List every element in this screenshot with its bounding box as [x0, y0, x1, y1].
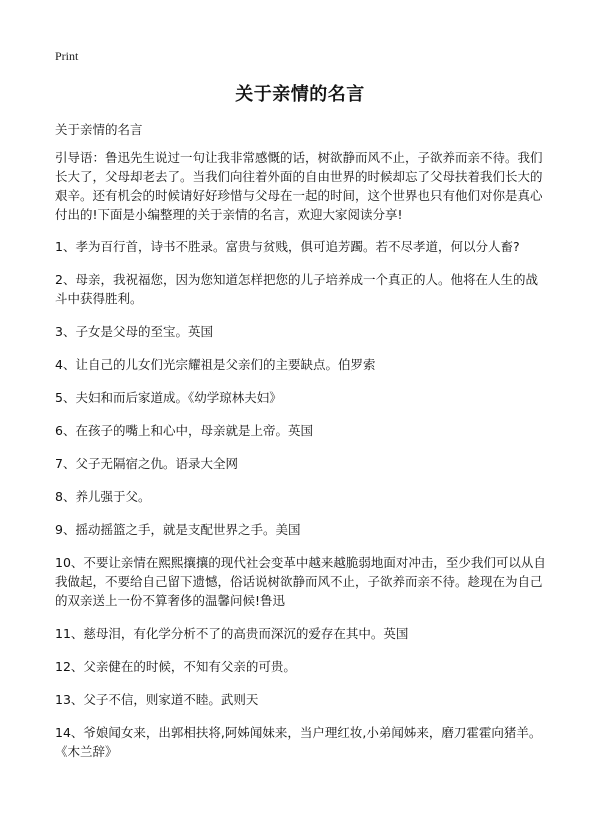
- quote-item: 6、在孩子的嘴上和心中，母亲就是上帝。英国: [55, 423, 313, 438]
- print-label: Print: [55, 49, 79, 63]
- document-body: [55, 148, 550, 775]
- quote-item: 14、爷娘闻女来，出郭相扶将,阿姊闻妹来，当户理红妆,小弟闻姊来，磨刀霍霍向猪羊。《木兰辞》: [55, 725, 542, 759]
- page-title: 关于亲情的名言: [235, 84, 365, 105]
- quote-item: 7、父子无隔宿之仇。语录大全网: [55, 456, 238, 471]
- quote-item: 12、父亲健在的时候，不知有父亲的可贵。: [55, 659, 296, 674]
- quote-item: 2、母亲，我祝福您，因为您知道怎样把您的儿子培养成一个真正的人。他将在人生的战斗中获得胜利。: [55, 272, 538, 306]
- quote-item: 4、让自己的儿女们光宗耀祖是父亲们的主要缺点。伯罗索: [55, 357, 376, 372]
- intro-paragraph: 引导语：鲁迅先生说过一句让我非常感慨的话，树欲静而风不止，子欲养而亲不待。我们长大了，父母却老去了。当我们向往着外面的自由世界的时候却忘了父母扶着我们长大的艰辛。还有机会的时候请好好珍惜与父母在一起的时间，这个世界也只有他们对你是真心付出的!下面是小编整理的关于亲情的名言，欢迎大家阅读分享!: [55, 150, 543, 222]
- quote-item: 9、摇动摇篮之手，就是支配世界之手。美国: [55, 522, 301, 537]
- quote-item: 13、父子不信，则家道不睦。武则天: [55, 692, 259, 707]
- quote-item: 11、慈母泪，有化学分析不了的高贵而深沉的爱存在其中。英国: [55, 626, 409, 641]
- document-subtitle: 关于亲情的名言: [55, 122, 143, 137]
- quote-item: 5、夫妇和而后家道成。《幼学琼林夫妇》: [55, 390, 282, 405]
- quote-item: 3、子女是父母的至宝。英国: [55, 324, 213, 339]
- quote-item: 10、不要让亲情在熙熙攘攘的现代社会变革中越来越脆弱地面对冲击，至少我们可以从自我做起，不要给自己留下遗憾，俗话说树欲静而风不止，子欲养而亲不待。趁现在为自己的双亲送上一份不算奢侈的温馨问候!鲁迅: [55, 555, 546, 608]
- quote-item: 8、养儿强于父。: [55, 489, 151, 504]
- quote-item: 1、孝为百行首，诗书不胜录。富贵与贫贱，俱可追芳躅。若不尽孝道，何以分人畜?: [55, 239, 520, 254]
